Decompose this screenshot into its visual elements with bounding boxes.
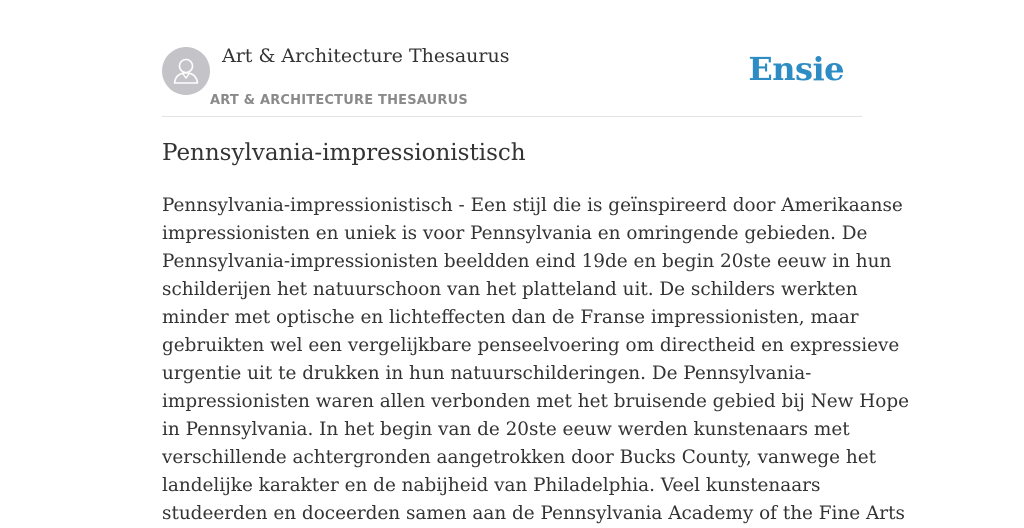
header — [162, 0, 862, 117]
article-line: gebruikten wel een vergelijkbare penseelvoering om directheid en expressieve — [162, 335, 900, 356]
article-line: impressionisten en uniek is voor Pennsylvania en omringende gebieden. De — [162, 223, 868, 244]
user-placeholder-icon — [162, 47, 210, 95]
article-body — [162, 192, 910, 528]
article-line: Pennsylvania-impressionisten beeldden eind 19de en begin 20ste eeuw in hun — [162, 251, 892, 272]
author-avatar[interactable] — [162, 47, 210, 95]
article-line: urgentie uit te drukken in hun natuurschilderingen. De Pennsylvania- — [162, 363, 812, 384]
article-line: in Pennsylvania. In het begin van de 20ste eeuw werden kunstenaars met — [162, 419, 850, 440]
author-name[interactable]: Art & Architecture Thesaurus — [222, 45, 510, 67]
article-line: studeerden en doceerden samen aan de Pennsylvania Academy of the Fine Arts — [162, 503, 905, 524]
article-line: verschillende achtergronden aangetrokken door Bucks County, vanwege het — [162, 447, 877, 468]
page-title: Pennsylvania-impressionistisch — [162, 140, 526, 166]
article-line: impressionisten waren allen verbonden met het bruisende gebied bij New Hope — [162, 391, 910, 412]
brand-logo[interactable]: Ensie — [748, 50, 844, 88]
article-line: landelijke karakter en de nabijheid van Philadelphia. Veel kunstenaars — [162, 475, 821, 496]
article-line: minder met optische en lichteffecten dan de Franse impressionisten, maar — [162, 307, 859, 328]
article-line: schilderijen het natuurschoon van het platteland uit. De schilders werkten — [162, 279, 858, 300]
source-label[interactable]: ART & ARCHITECTURE THESAURUS — [210, 93, 468, 108]
article-line: Pennsylvania-impressionistisch - Een stijl die is geïnspireerd door Amerikaanse — [162, 195, 903, 216]
